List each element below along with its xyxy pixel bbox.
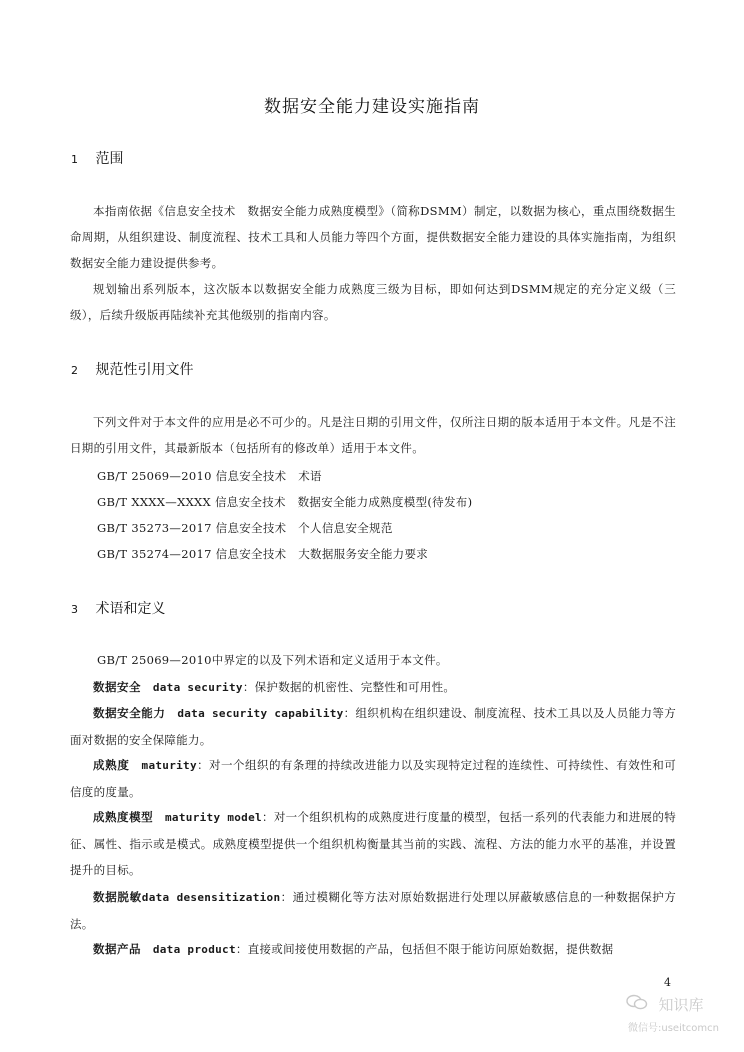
section-title: 范围 bbox=[95, 151, 124, 167]
term-english: maturity bbox=[141, 759, 197, 772]
wechat-icon bbox=[626, 998, 652, 1014]
term-name: 数据脱敏 bbox=[93, 890, 142, 904]
term-definition: ：保护数据的机密性、完整性和可用性。 bbox=[242, 680, 456, 694]
section-heading-references bbox=[71, 359, 193, 379]
term-definition: ：对一个组织的有条理的持续改进能力以及实现特定过程的连续性、可持续性、有效性和可信度的度量。 bbox=[70, 758, 676, 799]
section-number: 1 bbox=[71, 153, 78, 166]
section-title: 术语和定义 bbox=[95, 601, 166, 617]
section-heading-scope bbox=[71, 148, 123, 168]
term-entry bbox=[70, 700, 676, 753]
term-entry bbox=[70, 884, 676, 937]
page-number: 4 bbox=[664, 976, 671, 989]
term-entry bbox=[70, 804, 676, 883]
term-english: data desensitization bbox=[141, 891, 281, 904]
term-english: maturity model bbox=[165, 811, 262, 824]
watermark-name: 知识库 bbox=[658, 996, 704, 1014]
section-number: 2 bbox=[71, 364, 78, 377]
scope-paragraph-1: 本指南依据《信息安全技术 数据安全能力成熟度模型》（简称DSMM）制定，以数据为核心，重点围绕数据生命周期，从组织建设、制度流程、技术工具和人员能力等四个方面，提供数据安全能力建设的具体实施指南，为组织数据安全能力建设提供参考。 bbox=[70, 204, 676, 270]
section-heading-terms bbox=[71, 598, 165, 618]
term-definition: ：通过模糊化等方法对原始数据进行处理以屏蔽敏感信息的一种数据保护方法。 bbox=[70, 890, 677, 931]
term-english: data product bbox=[152, 943, 236, 956]
term-english: data security capability bbox=[177, 707, 344, 720]
term-entry bbox=[70, 752, 676, 805]
watermark bbox=[626, 994, 719, 1034]
scope-paragraph-2: 规划输出系列版本，这次版本以数据安全能力成熟度三级为目标，即如何达到DSMM规定的充分定义级（三级），后续升级版再陆续补充其他级别的指南内容。 bbox=[70, 282, 676, 322]
term-entry bbox=[70, 936, 676, 963]
terms-intro: GB/T 25069—2010中界定的以及下列术语和定义适用于本文件。 bbox=[97, 653, 448, 667]
term-definition: ：直接或间接使用数据的产品，包括但不限于能访问原始数据，提供数据 bbox=[235, 942, 614, 956]
reference-item: GB/T 35274—2017 信息安全技术 大数据服务安全能力要求 bbox=[97, 547, 429, 561]
reference-item: GB/T 25069—2010 信息安全技术 术语 bbox=[97, 469, 322, 483]
term-entry bbox=[70, 674, 676, 701]
term-definition: ：对一个组织机构的成熟度进行度量的模型，包括一系列的代表能力和进展的特征、属性、指示或是模式。成熟度模型提供一个组织机构衡量其当前的实践、流程、方法的能力水平的基准，并设置提升的目标。 bbox=[70, 810, 677, 877]
term-name: 数据安全能力 bbox=[93, 706, 166, 720]
watermark-account: 微信号:useitcomcn bbox=[628, 1023, 719, 1034]
term-name: 成熟度 bbox=[93, 758, 130, 772]
document-title: 数据安全能力建设实施指南 bbox=[264, 97, 480, 117]
term-name: 数据安全 bbox=[93, 680, 141, 694]
references-intro: 下列文件对于本文件的应用是必不可少的。凡是注日期的引用文件，仅所注日期的版本适用于本文件。凡是不注日期的引用文件，其最新版本（包括所有的修改单）适用于本文件。 bbox=[70, 415, 676, 455]
reference-item: GB/T 35273—2017 信息安全技术 个人信息安全规范 bbox=[97, 521, 393, 535]
reference-item: GB/T XXXX—XXXX 信息安全技术 数据安全能力成熟度模型(待发布) bbox=[97, 495, 473, 509]
term-name: 数据产品 bbox=[93, 942, 141, 956]
term-definition: ：组织机构在组织建设、制度流程、技术工具以及人员能力等方面对数据的安全保障能力。 bbox=[70, 706, 676, 747]
term-english: data security bbox=[152, 681, 243, 694]
section-number: 3 bbox=[71, 603, 78, 616]
term-name: 成熟度模型 bbox=[93, 810, 154, 824]
section-title: 规范性引用文件 bbox=[95, 362, 194, 378]
